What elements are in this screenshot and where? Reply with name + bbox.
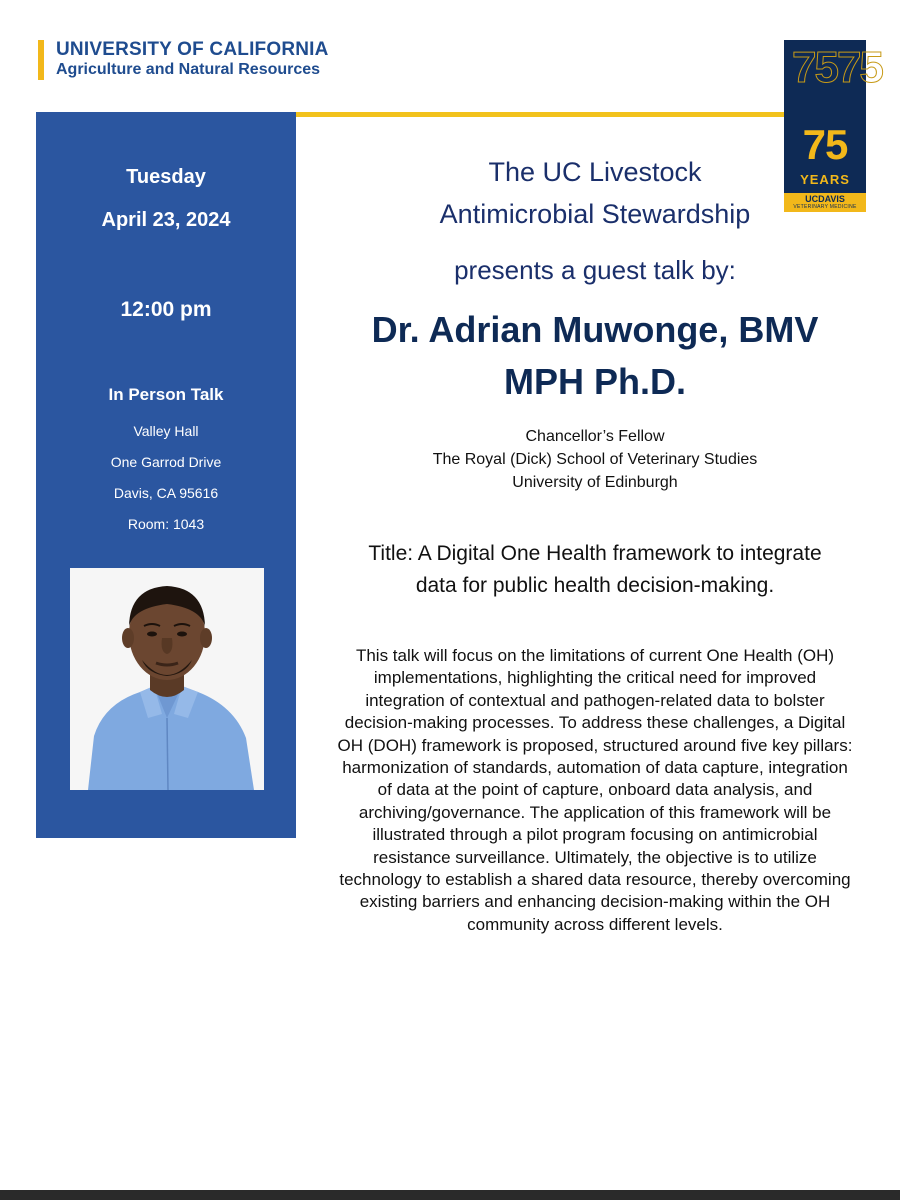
event-time: 12:00 pm <box>120 298 212 321</box>
speaker-name: Dr. Adrian Muwonge, BMV <box>371 309 819 350</box>
org-division: Agriculture and Natural Resources <box>56 61 321 78</box>
speaker-position: Chancellor’s Fellow <box>525 428 665 445</box>
venue-building: Valley Hall <box>133 423 199 439</box>
badge-ghost-numerals: 7575 <box>792 43 882 92</box>
speaker-university: University of Edinburgh <box>512 474 678 491</box>
gold-divider <box>296 112 786 117</box>
talk-title: Title: A Digital One Health framework to integrate data for public health decision-making. <box>368 542 822 597</box>
presents-line: presents a guest talk by: <box>454 255 736 285</box>
badge-school: UCDAVIS <box>805 194 845 204</box>
venue-street: One Garrod Drive <box>110 454 222 470</box>
speaker-school: The Royal (Dick) School of Veterinary Studies <box>432 451 758 468</box>
event-date: April 23, 2024 <box>101 209 231 231</box>
host-org-line1: The UC Livestock <box>488 157 702 187</box>
badge-number: 75 <box>802 121 848 168</box>
talk-abstract: This talk will focus on the limitations of current One Health (OH) implementations, highlighting the critical need for improved integration of contextual and pathogen-related data to bolster decision-making processes. To address these challenges, a Digital OH (DOH) framework is proposed, structured around five key pillars: harmonization of standards, automation of data capture, integration of data at the point of capture, onboard data analysis, and archiving/governance. The application of this framework will be illustrated through a pilot program focusing on antimicrobial resistance surveillance. Ultimately, the objective is to utilize technology to establish a shared data resource, thereby overcoming existing barriers and enhancing decision-making within the OH community across different levels. <box>337 646 853 934</box>
speaker-credentials: MPH Ph.D. <box>503 361 686 402</box>
event-format: In Person Talk <box>108 385 224 404</box>
uc-anr-logo <box>38 40 329 80</box>
event-details-panel <box>36 112 296 838</box>
venue-city: Davis, CA 95616 <box>113 485 219 501</box>
venue-room: Room: 1043 <box>127 516 205 532</box>
org-name: UNIVERSITY OF CALIFORNIA <box>56 39 329 60</box>
badge-years: YEARS <box>800 172 850 187</box>
host-org-line2: Antimicrobial Stewardship <box>439 199 751 229</box>
badge-department: VETERINARY MEDICINE <box>793 204 857 210</box>
speaker-photo <box>70 568 264 790</box>
bottom-edge-bar <box>0 1190 900 1200</box>
event-day: Tuesday <box>126 166 206 188</box>
